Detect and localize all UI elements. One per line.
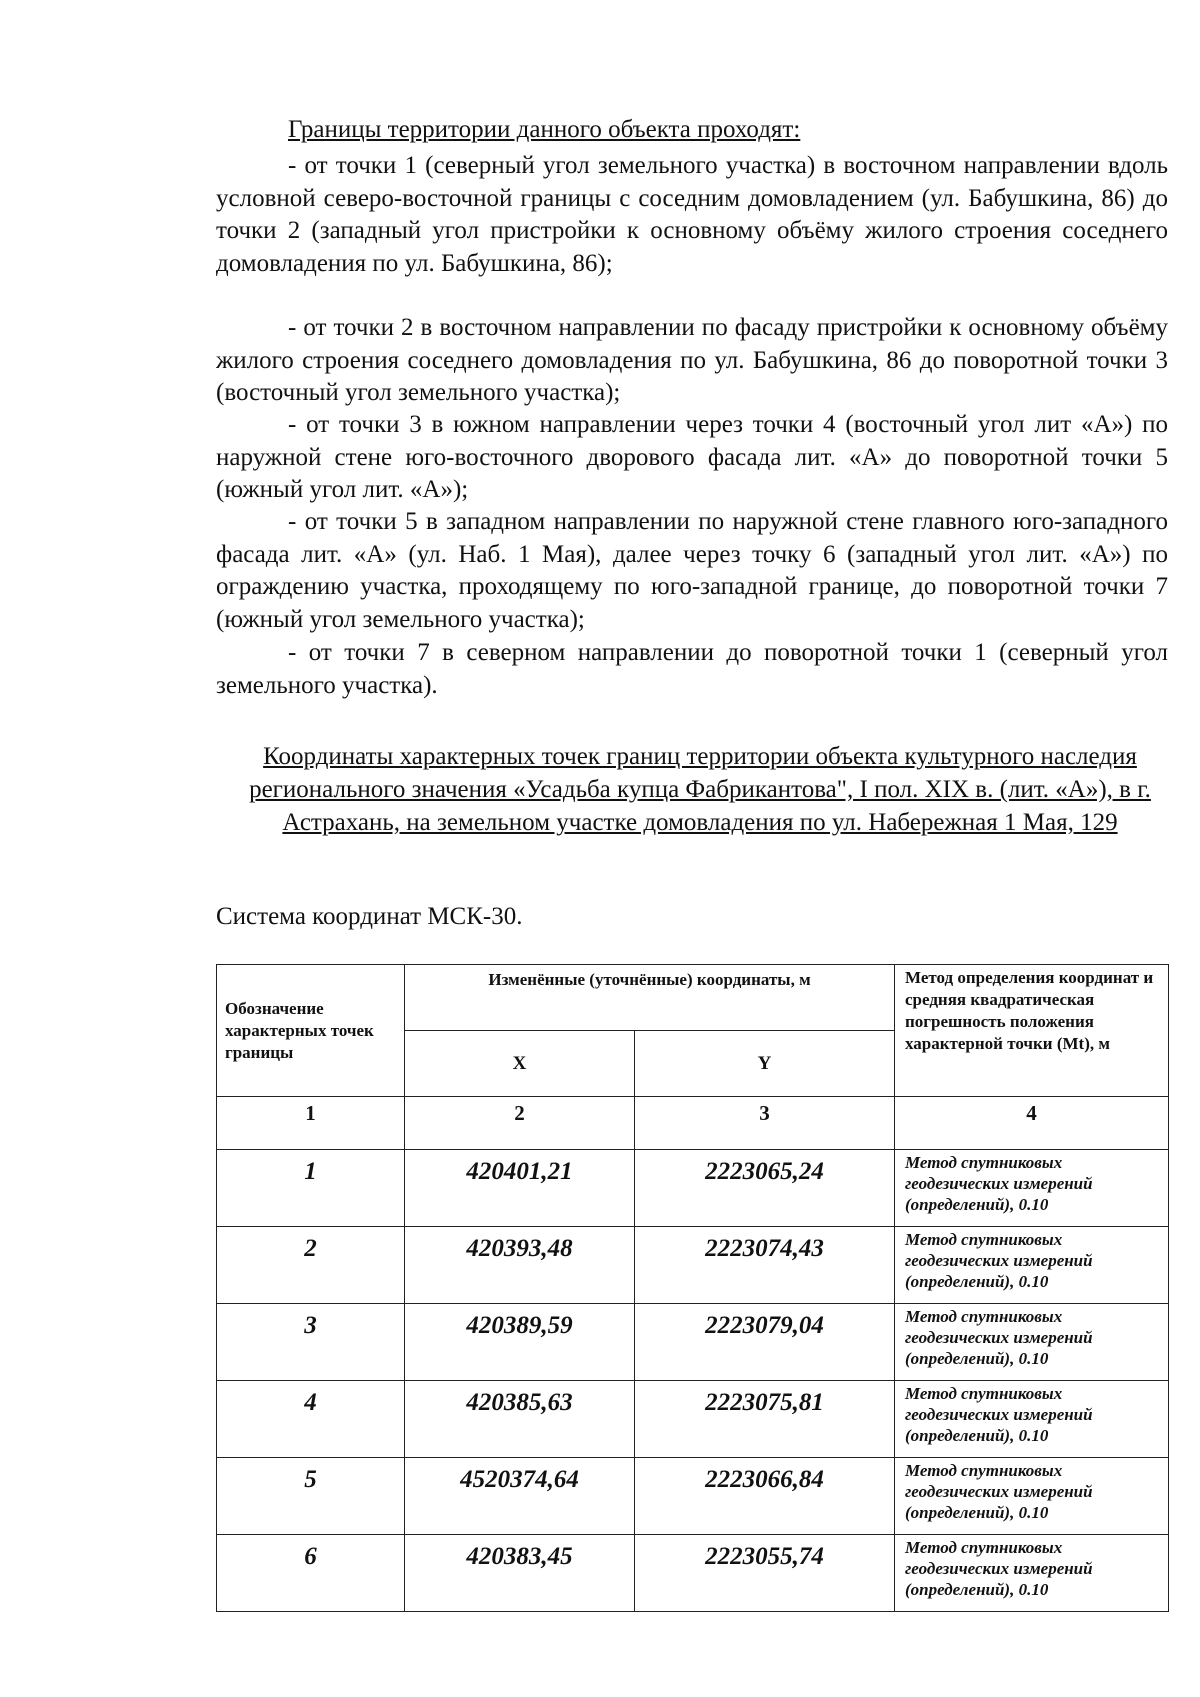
coordinates-title: Координаты характерных точек границ территории объекта культурного наследия регионального значения «Усадьба купца Фабрикантова", I пол. XIX в. (лит. «А»), в г. Астрахань, на земельном участке домовладения по ул. Набережная 1 Мая, 129: [249, 743, 1151, 836]
column-number: 3: [635, 1097, 895, 1150]
y-value: 2223066,84: [635, 1458, 895, 1535]
column-number-row: [217, 1097, 1169, 1150]
table-row: [217, 1535, 1169, 1612]
header-y: Y: [635, 1031, 895, 1097]
header-method: Метод определения координат и средняя квадратическая погрешность положения характерной точки (Mt), м: [895, 965, 1169, 1097]
table-row: [217, 1458, 1169, 1535]
y-value: 2223074,43: [635, 1227, 895, 1304]
point-number: 4: [217, 1381, 405, 1458]
y-value: 2223075,81: [635, 1381, 895, 1458]
boundary-paragraph-4: - от точки 5 в западном направлении по наружной стене главного юго-западного фасада лит. «А» (ул. Наб. 1 Мая), далее через точку 6 (западный угол лит. «А») по ограждению участка, проходящему по юго-западной границе, до поворотной точки 7 (южный угол земельного участка);: [216, 508, 1168, 633]
boundary-paragraph-3: - от точки 3 в южном направлении через точки 4 (восточный угол лит «А») по наружной стене юго-восточного дворового фасада лит. «А» до поворотной точки 5 (южный угол лит. «А»);: [216, 411, 1168, 503]
header-designation: Обозначение характерных точек границы: [217, 965, 405, 1097]
coordinate-system: Система координат МСК-30.: [216, 903, 523, 930]
table-row: [217, 1381, 1169, 1458]
table-row: [217, 1227, 1169, 1304]
x-value: 420401,21: [405, 1150, 635, 1227]
column-number: 1: [217, 1097, 405, 1150]
method-value: Метод спутниковых геодезических измерений (определений), 0.10: [895, 1304, 1169, 1381]
boundary-paragraph-1: - от точки 1 (северный угол земельного участка) в восточном направлении вдоль условной северо-восточной границы с соседним домовладением (ул. Бабушкина, 86) до точки 2 (западный угол пристройки к основному объёму жилого строения соседнего домовладения по ул. Бабушкина, 86);: [216, 152, 1168, 277]
point-number: 3: [217, 1304, 405, 1381]
point-number: 1: [217, 1150, 405, 1227]
header-changed-coordinates: Изменённые (уточнённые) координаты, м: [405, 965, 895, 1031]
boundary-paragraph-2: - от точки 2 в восточном направлении по фасаду пристройки к основному объёму жилого строения соседнего домовладения по ул. Бабушкина, 86 до поворотной точки 3 (восточный угол земельного участка);: [216, 314, 1168, 406]
method-value: Метод спутниковых геодезических измерений (определений), 0.10: [895, 1535, 1169, 1612]
point-number: 5: [217, 1458, 405, 1535]
point-number: 6: [217, 1535, 405, 1612]
method-value: Метод спутниковых геодезических измерений (определений), 0.10: [895, 1458, 1169, 1535]
table-row: [217, 1150, 1169, 1227]
header-x: X: [405, 1031, 635, 1097]
x-value: 4520374,64: [405, 1458, 635, 1535]
point-number: 2: [217, 1227, 405, 1304]
table-row: [217, 1304, 1169, 1381]
x-value: 420383,45: [405, 1535, 635, 1612]
boundaries-heading: Границы территории данного объекта проходят:: [288, 116, 801, 143]
x-value: 420389,59: [405, 1304, 635, 1381]
method-value: Метод спутниковых геодезических измерений (определений), 0.10: [895, 1227, 1169, 1304]
coordinates-table: [216, 964, 1169, 1612]
x-value: 420385,63: [405, 1381, 635, 1458]
method-value: Метод спутниковых геодезических измерений (определений), 0.10: [895, 1381, 1169, 1458]
y-value: 2223055,74: [635, 1535, 895, 1612]
method-value: Метод спутниковых геодезических измерений (определений), 0.10: [895, 1150, 1169, 1227]
x-value: 420393,48: [405, 1227, 635, 1304]
y-value: 2223079,04: [635, 1304, 895, 1381]
y-value: 2223065,24: [635, 1150, 895, 1227]
column-number: 2: [405, 1097, 635, 1150]
boundary-paragraph-5: - от точки 7 в северном направлении до поворотной точки 1 (северный угол земельного участка).: [216, 639, 1168, 699]
column-number: 4: [895, 1097, 1169, 1150]
